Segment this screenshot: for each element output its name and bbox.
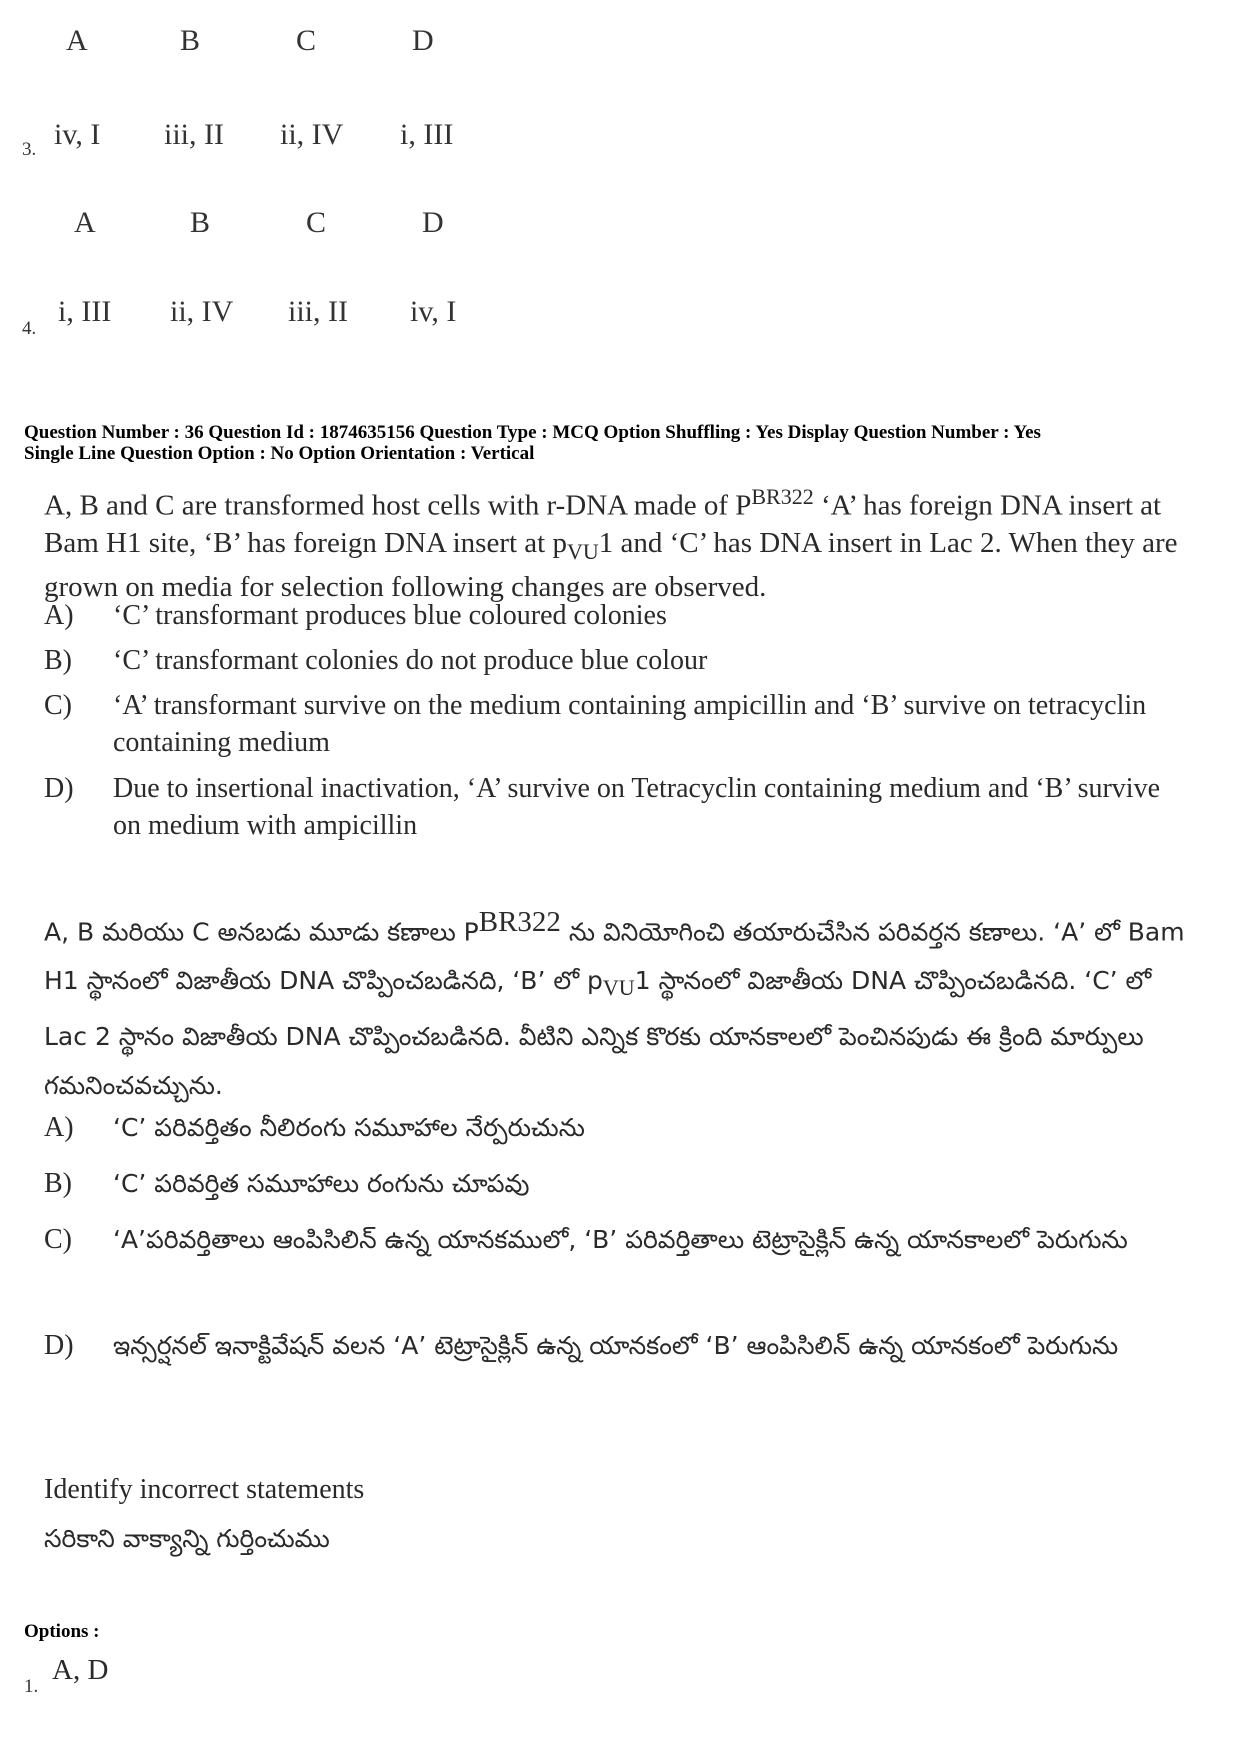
statement-label: B) bbox=[44, 1168, 72, 1199]
option-value: ii, IV bbox=[170, 295, 234, 328]
statement-label: A) bbox=[44, 1112, 74, 1143]
prev-header-row-2 bbox=[72, 206, 492, 242]
col-a: A bbox=[66, 24, 88, 57]
question-text-part: ‘A’ has foreign DNA insert at Bam H1 site, ‘B’ has foreign DNA insert at p bbox=[44, 489, 1162, 559]
subscript: VU bbox=[602, 975, 635, 1001]
question-text-part: A, B మరియు C అనబడు మూడు కణాలు P bbox=[44, 917, 479, 947]
statement-text: ‘A’ transformant survive on the medium containing ampicillin and ‘B’ survive on tetracyclin containing medium bbox=[113, 690, 1147, 758]
statement-label: C) bbox=[44, 690, 72, 721]
col-c: C bbox=[306, 206, 327, 239]
col-c: C bbox=[296, 24, 317, 57]
options-label: Options : bbox=[24, 1621, 100, 1642]
statement-text: ‘C’ transformant colonies do not produce blue colour bbox=[113, 645, 708, 676]
superscript: BR322 bbox=[751, 484, 814, 509]
question-meta-line-2: Single Line Question Option : No Option Orientation : Vertical bbox=[24, 443, 535, 464]
question-text-part: ను వినియోగించి తయారుచేసిన పరివర్తన కణాలు. ‘A’ లో Bam H1 స్థానంలో విజాతీయ DNA చొప్పించబడినది, ‘B’ లో p bbox=[44, 917, 1185, 996]
question-text-telugu bbox=[44, 898, 1194, 1110]
prev-option-4 bbox=[22, 295, 482, 339]
col-d: D bbox=[422, 206, 444, 239]
option-text: A, D bbox=[52, 1654, 109, 1686]
question-meta-line-1: Question Number : 36 Question Id : 1874635156 Question Type : MCQ Option Shuffling : Yes Display Question Number : Yes bbox=[24, 422, 1041, 443]
option-number: 3. bbox=[22, 139, 37, 160]
option-value: iv, I bbox=[410, 295, 457, 328]
prompt-telugu: సరికాని వాక్యాన్ని గుర్తించుము bbox=[44, 1524, 330, 1553]
col-a: A bbox=[74, 206, 96, 239]
statement-label: B) bbox=[44, 645, 72, 676]
option-value: i, III bbox=[58, 295, 112, 328]
col-d: D bbox=[412, 24, 434, 57]
subscript: VU bbox=[566, 538, 599, 564]
question-text-part: A, B and C are transformed host cells with r-DNA made of P bbox=[44, 489, 752, 522]
statement-text: ‘C’ పరివర్తిత సమూహాలు రంగును చూపవు bbox=[113, 1169, 530, 1198]
option-value: iv, I bbox=[54, 118, 101, 151]
question-text-part: 1 స్థానంలో విజాతీయ DNA చొప్పించబడినది. ‘C’ లో Lac 2 స్థానం విజాతీయ DNA చొప్పించబడినది. వీటిని ఎన్నిక కొరకు యానకాలలో పెంచినపుడు ఈ క్రింది మార్పులు గమనించవచ్చును. bbox=[44, 966, 1152, 1101]
statement-label: D) bbox=[44, 773, 74, 804]
prev-header-row-1 bbox=[66, 24, 472, 60]
option-value: iii, II bbox=[164, 118, 224, 151]
col-b: B bbox=[180, 24, 201, 57]
question-text-part: 1 and ‘C’ has DNA insert in Lac 2. When they are grown on media for selection following changes are observed. bbox=[44, 526, 1178, 604]
option-value: i, III bbox=[400, 118, 454, 151]
statement-label: D) bbox=[44, 1330, 74, 1361]
option-value: ii, IV bbox=[280, 118, 344, 151]
statement-text: ‘C’ transformant produces blue coloured colonies bbox=[113, 600, 667, 631]
statement-text: Due to insertional inactivation, ‘A’ survive on Tetracyclin containing medium and ‘B’ survive on medium with ampicillin bbox=[113, 773, 1160, 841]
prompt-english: Identify incorrect statements bbox=[44, 1474, 365, 1505]
option-number: 1. bbox=[24, 1676, 39, 1697]
option-1[interactable] bbox=[24, 1654, 224, 1698]
statement-label: C) bbox=[44, 1224, 72, 1255]
statement-text: ‘A’పరివర్తితాలు ఆంపిసిలిన్ ఉన్న యానకములో, ‘B’ పరివర్తితాలు టెట్రాసైక్లిన్ ఉన్న యానకాలలో పెరుగును bbox=[113, 1225, 1128, 1254]
statement-text: ఇన్సర్షనల్ ఇనాక్టివేషన్ వలన ‘A’ టెట్రాసైక్లిన్ ఉన్న యానకంలో ‘B’ ఆంపిసిలిన్ ఉన్న యానకంలో పెరుగును bbox=[113, 1331, 1119, 1360]
statement-label: A) bbox=[44, 600, 74, 631]
superscript: BR322 bbox=[478, 906, 561, 938]
statement-text: ‘C’ పరివర్తితం నీలిరంగు సమూహాల నేర్పరుచును bbox=[113, 1113, 585, 1142]
col-b: B bbox=[190, 206, 211, 239]
option-number: 4. bbox=[22, 318, 37, 339]
prev-option-3 bbox=[22, 118, 482, 162]
question-text-english bbox=[44, 478, 1184, 606]
option-value: iii, II bbox=[288, 295, 348, 328]
